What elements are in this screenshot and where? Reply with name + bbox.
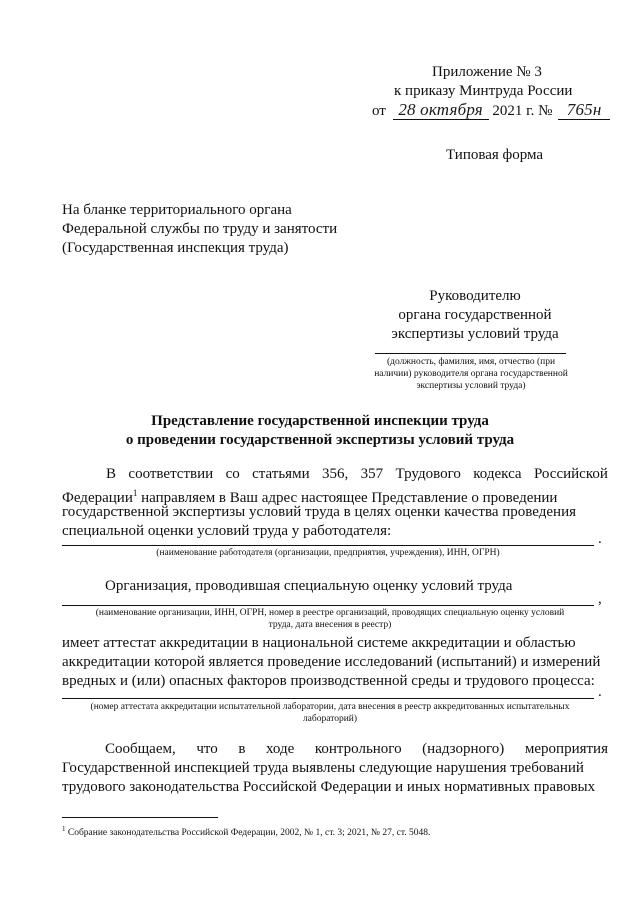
word: 357	[360, 466, 384, 482]
addressee-line-2: органа государственной	[398, 307, 552, 323]
word: Российской	[533, 466, 608, 482]
word: статьями	[252, 466, 310, 482]
para1-line-3: государственной экспертизы условий труда в целях оценки качества проведения	[62, 504, 577, 520]
word: в	[238, 741, 246, 757]
word: со	[225, 466, 240, 482]
appendix-label: Приложение № 3	[432, 64, 542, 80]
employer-field-end: .	[598, 531, 602, 547]
employer-field-caption: (наименование работодателя (организации, предприятия, учреждения), ИНН, ОГРН)	[156, 548, 500, 558]
document-title-line-2: о проведении государственной экспертизы условий труда	[125, 432, 515, 448]
word: Сообщаем,	[105, 741, 176, 757]
para1-line-1	[106, 465, 608, 484]
form-type: Типовая форма	[446, 147, 544, 163]
addressee-caption-2: наличии) руководителя органа государственной	[374, 369, 568, 379]
text: направляем в Ваш адрес настоящее Представление о проведении	[137, 490, 558, 506]
para2-line-2: аккредитации которой является проведение исследований (испытаний) и измерений	[62, 654, 601, 670]
handwritten-number: 765н	[558, 100, 610, 120]
para2-line-3: вредных и (или) опасных факторов производственной среды и трудового процесса:	[62, 673, 595, 689]
para1-line-4: специальной оценки условий труда у работодателя:	[62, 523, 392, 539]
word: Трудового	[395, 466, 461, 482]
word: (надзорного)	[422, 741, 505, 757]
addressee-line-3: экспертизы условий труда	[391, 326, 559, 342]
footnote-separator	[62, 817, 218, 818]
word: 356,	[322, 466, 349, 482]
para3-line-1	[105, 740, 608, 759]
order-reference: к приказу Минтруда России	[394, 83, 573, 99]
employer-field-line	[62, 545, 594, 546]
certificate-field-line	[62, 698, 594, 699]
org-field-end: ,	[598, 591, 602, 607]
word: Федерации	[62, 490, 133, 506]
para3-line-2: Государственной инспекцией труда выявлены следующие нарушения требований	[62, 760, 584, 776]
para2-line-1: имеет аттестат аккредитации в национальной системе аккредитации и областью	[62, 635, 576, 651]
from-label: от	[372, 103, 386, 119]
certificate-field-caption-2: лабораторий)	[302, 714, 358, 724]
addressee-line-1: Руководителю	[429, 288, 521, 304]
year-label: 2021 г. №	[492, 103, 553, 119]
letterhead-line-3: (Государственная инспекция труда)	[62, 240, 289, 256]
word: соответствии	[128, 466, 214, 482]
org-field-line	[62, 605, 594, 606]
order-date-line	[372, 100, 610, 121]
handwritten-date: 28 октября	[393, 100, 489, 120]
para3-line-3: трудового законодательства Российской Федерации и иных нормативных правовых	[62, 779, 596, 795]
addressee-signature-line	[375, 353, 566, 354]
document-title-line-1: Представление государственной инспекции труда	[151, 413, 489, 429]
org-label: Организация, проводившая специальную оценку условий труда	[105, 578, 513, 594]
word: что	[196, 741, 218, 757]
addressee-caption-3: экспертизы условий труда)	[416, 381, 526, 391]
footnote-reference: 1	[132, 488, 138, 498]
word: контрольного	[314, 741, 402, 757]
word: В	[106, 466, 117, 482]
word: ходе	[265, 741, 295, 757]
word: кодекса	[473, 466, 522, 482]
letterhead-line-2: Федеральной службы по труду и занятости	[62, 221, 338, 237]
footnote-text: Собрание законодательства Российской Федерации, 2002, № 1, ст. 3; 2021, № 27, ст. 5048.	[65, 828, 431, 839]
certificate-field-caption-1: (номер аттестата аккредитации испытательной лаборатории, дата внесения в реестр аккредитованных испытательных	[90, 702, 570, 712]
footnote-mark: 1	[62, 825, 66, 833]
addressee-caption-1: (должность, фамилия, имя, отчество (при	[386, 357, 556, 367]
footnote	[62, 823, 430, 839]
letterhead-line-1: На бланке территориального органа	[62, 202, 292, 218]
org-field-caption-2: труда, дата внесения в реестр)	[268, 620, 392, 630]
org-field-caption-1: (наименование организации, ИНН, ОГРН, номер в реестре организаций, проводящих специальную оценку условий	[95, 608, 565, 618]
certificate-field-end: .	[598, 684, 602, 700]
word: мероприятия	[524, 741, 608, 757]
